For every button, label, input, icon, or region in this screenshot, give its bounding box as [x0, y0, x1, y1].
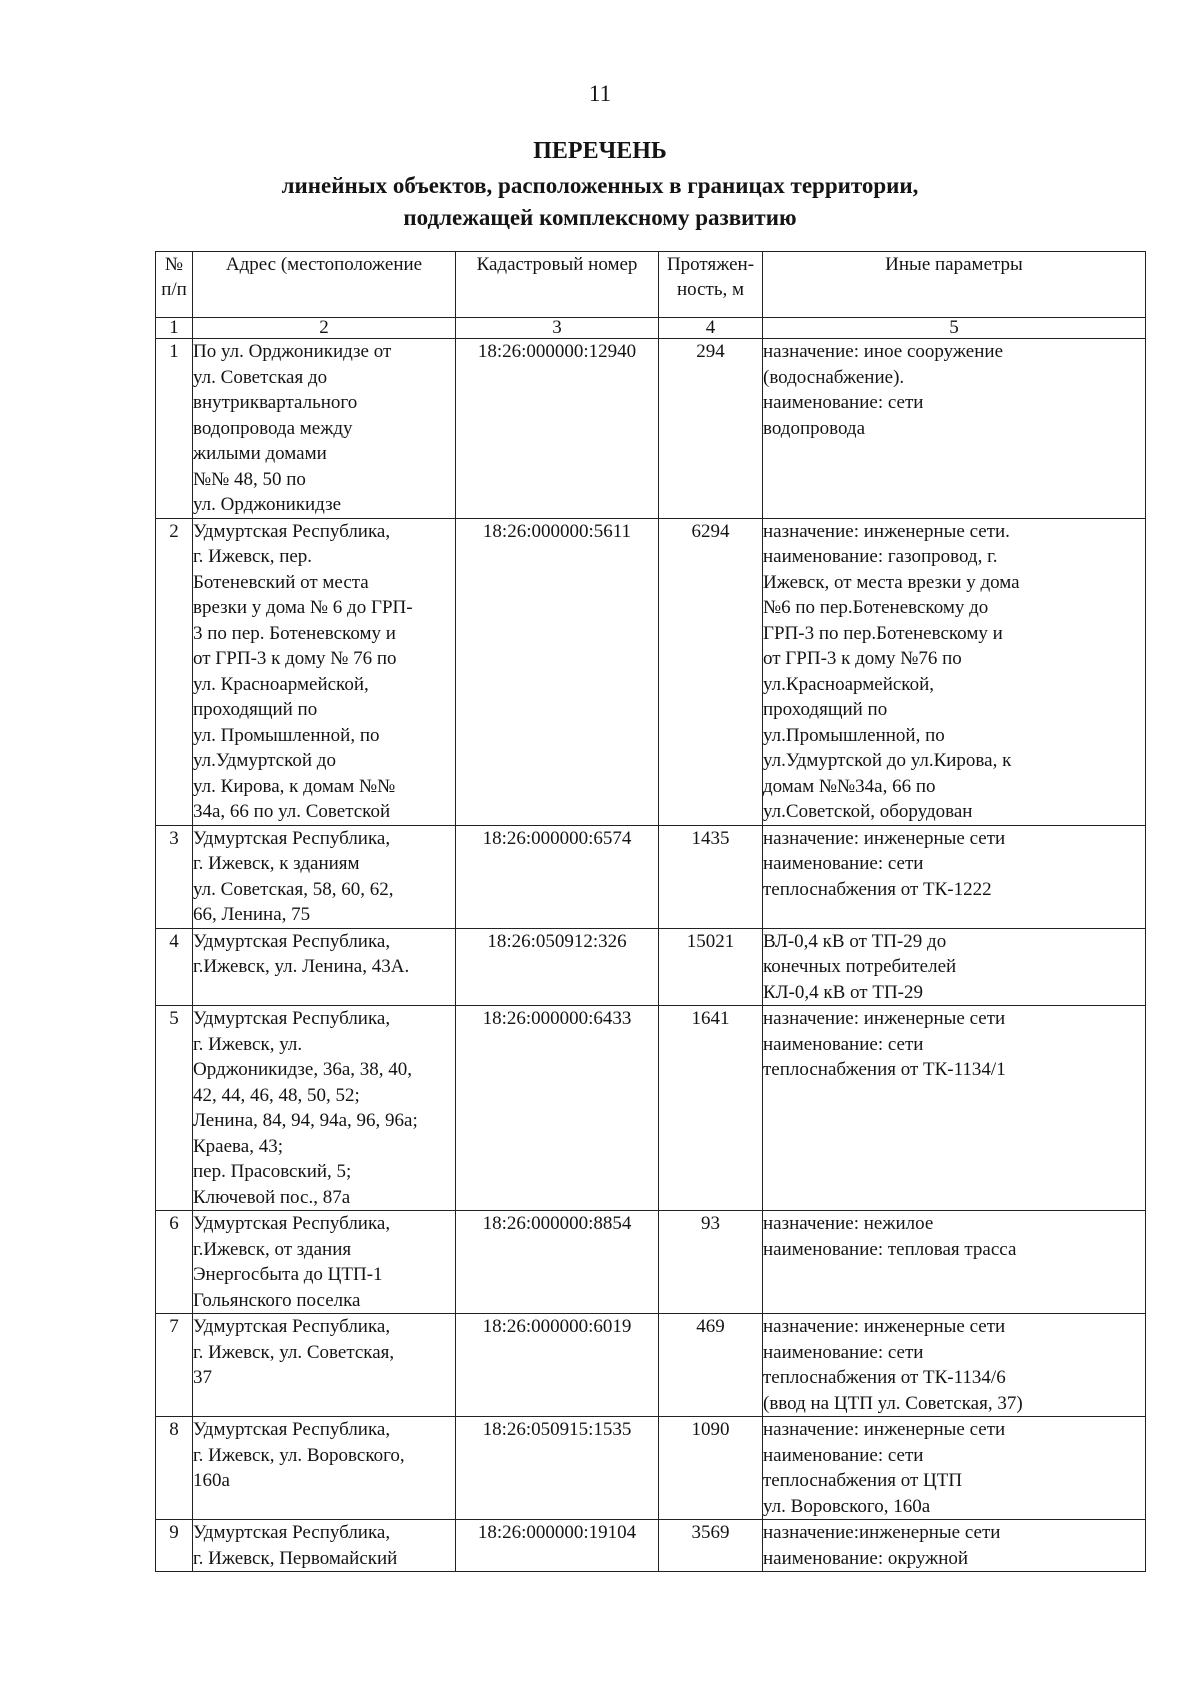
column-number: 3	[456, 318, 659, 339]
row-number: 7	[156, 1314, 193, 1417]
address-cell	[193, 1314, 456, 1417]
params-line: теплоснабжения от ТК-1134/6	[763, 1367, 1006, 1388]
params-line: наименование: окружной	[763, 1547, 969, 1569]
params-line: (водоснабжение).	[763, 366, 905, 388]
params-line: конечных потребителей	[763, 956, 957, 977]
page-number: 11	[588, 81, 612, 106]
params-line: домам №№34а, 66 по	[763, 775, 936, 797]
params-line: (ввод на ЦТП ул. Советская, 37)	[763, 1392, 1023, 1414]
address-cell	[193, 339, 456, 519]
row-number: 4	[156, 928, 193, 1006]
address-line: Удмуртская Республика,	[193, 1316, 391, 1337]
length-value: 294	[659, 339, 763, 519]
address-line: г. Ижевск, к зданиям	[193, 853, 360, 874]
subtitle-line: подлежащей комплексному развитию	[403, 205, 797, 230]
address-line: Ботеневский от места	[193, 571, 369, 593]
params-line: назначение: инженерные сети	[763, 1419, 1006, 1440]
row-number: 1	[156, 339, 193, 519]
address-line: ул. Орджоникидзе	[193, 494, 342, 515]
address-line: Энергосбыта до ЦТП-1	[193, 1264, 383, 1285]
table-row	[156, 339, 1146, 519]
params-line: наименование: сети	[763, 853, 924, 874]
params-line: Ижевск, от места врезки у дома	[763, 571, 1020, 593]
address-line: проходящий по	[193, 699, 318, 720]
row-number: 9	[156, 1520, 193, 1572]
address-line: г. Ижевск, ул. Воровского,	[193, 1444, 405, 1466]
params-line: КЛ-0,4 кВ от ТП-29	[763, 981, 923, 1003]
cadastral-number: 18:26:000000:6574	[456, 825, 659, 928]
params-cell	[763, 928, 1146, 1006]
params-line: водопровода	[763, 417, 866, 439]
address-line: 160а	[193, 1470, 230, 1491]
params-line: ул. Воровского, 160а	[763, 1495, 931, 1517]
header-num: № п/п	[156, 252, 193, 318]
address-cell	[193, 1006, 456, 1211]
length-value: 15021	[659, 928, 763, 1006]
table-row	[156, 1314, 1146, 1417]
address-line: внутриквартального	[193, 392, 358, 413]
document-title: ПЕРЕЧЕНЬ	[533, 138, 667, 164]
params-line: наименование: сети	[763, 392, 924, 413]
table-row	[156, 1211, 1146, 1314]
params-line: теплоснабжения от ТК-1134/1	[763, 1059, 1006, 1080]
column-number: 2	[193, 318, 456, 339]
address-cell	[193, 518, 456, 825]
column-number: 4	[659, 318, 763, 339]
address-line: Удмуртская Республика,	[193, 827, 391, 849]
params-line: ул.Удмуртской до ул.Кирова, к	[763, 750, 1012, 771]
address-line: ул. Советская, 58, 60, 62,	[193, 878, 394, 900]
address-cell	[193, 1520, 456, 1572]
address-line: ул. Промышленной, по	[193, 724, 380, 746]
address-line: Гольянского поселка	[193, 1289, 361, 1311]
length-value: 93	[659, 1211, 763, 1314]
row-number: 5	[156, 1006, 193, 1211]
length-value: 1090	[659, 1417, 763, 1520]
length-value: 6294	[659, 518, 763, 825]
objects-table	[155, 251, 1146, 1572]
cadastral-number: 18:26:000000:6019	[456, 1314, 659, 1417]
address-line: пер. Прасовский, 5;	[193, 1161, 352, 1182]
params-line: наименование: сети	[763, 1033, 924, 1055]
header-cadastral: Кадастровый номер	[456, 252, 659, 318]
address-line: №№ 48, 50 по	[193, 468, 306, 490]
params-line: №6 по пер.Ботеневскому до	[763, 597, 989, 618]
address-line: 34а, 66 по ул. Советской	[193, 801, 391, 822]
params-line: проходящий по	[763, 699, 888, 720]
cadastral-number: 18:26:000000:19104	[456, 1520, 659, 1572]
document-subtitle	[0, 170, 1200, 234]
params-line: наименование: сети	[763, 1444, 924, 1466]
params-line: назначение: инженерные сети	[763, 827, 1006, 849]
cadastral-number: 18:26:050912:326	[456, 928, 659, 1006]
subtitle-line: линейных объектов, расположенных в границах территории,	[281, 173, 919, 198]
address-line: ул.Удмуртской до	[193, 750, 336, 771]
table-row	[156, 825, 1146, 928]
cadastral-number: 18:26:000000:12940	[456, 339, 659, 519]
address-line: Ленина, 84, 94, 94а, 96, 96а;	[193, 1110, 418, 1131]
column-number: 5	[763, 318, 1146, 339]
address-line: от ГРП-3 к дому № 76 по	[193, 648, 397, 669]
table-body	[156, 339, 1146, 1572]
row-number: 8	[156, 1417, 193, 1520]
cadastral-number: 18:26:000000:8854	[456, 1211, 659, 1314]
table-header-row	[156, 252, 1146, 318]
length-value: 3569	[659, 1520, 763, 1572]
column-number: 1	[156, 318, 193, 339]
address-line: водопровода между	[193, 417, 353, 439]
row-number: 6	[156, 1211, 193, 1314]
params-line: назначение: нежилое	[763, 1213, 934, 1234]
address-line: г. Ижевск, ул. Советская,	[193, 1341, 395, 1363]
params-line: назначение:инженерные сети	[763, 1522, 1001, 1543]
address-cell	[193, 1211, 456, 1314]
address-line: Удмуртская Республика,	[193, 930, 391, 952]
params-line: теплоснабжения от ЦТП	[763, 1470, 963, 1491]
params-cell	[763, 339, 1146, 519]
params-line: назначение: иное сооружение	[763, 341, 1003, 362]
params-cell	[763, 1314, 1146, 1417]
params-cell	[763, 1520, 1146, 1572]
address-line: ул. Советская до	[193, 366, 328, 388]
address-line: Удмуртская Республика,	[193, 1008, 391, 1029]
header-address: Адрес (местоположение	[193, 252, 456, 318]
address-line: г.Ижевск, от здания	[193, 1238, 352, 1260]
address-line: Удмуртская Республика,	[193, 1522, 391, 1543]
address-line: По ул. Орджоникидзе от	[193, 341, 392, 362]
address-line: 37	[193, 1367, 212, 1388]
address-line: Удмуртская Республика,	[193, 1419, 391, 1440]
params-line: ул.Советской, оборудован	[763, 801, 973, 822]
cadastral-number: 18:26:050915:1535	[456, 1417, 659, 1520]
params-line: наименование: сети	[763, 1341, 924, 1363]
address-cell	[193, 825, 456, 928]
length-value: 1435	[659, 825, 763, 928]
params-line: ВЛ-0,4 кВ от ТП-29 до	[763, 930, 947, 952]
address-line: ул. Кирова, к домам №№	[193, 775, 396, 797]
length-value: 1641	[659, 1006, 763, 1211]
address-cell	[193, 928, 456, 1006]
address-line: Орджоникидзе, 36а, 38, 40,	[193, 1059, 413, 1080]
address-line: г.Ижевск, ул. Ленина, 43А.	[193, 956, 410, 977]
address-cell	[193, 1417, 456, 1520]
address-line: г. Ижевск, пер.	[193, 546, 313, 567]
column-number-row	[156, 318, 1146, 339]
address-line: Удмуртская Республика,	[193, 1213, 391, 1234]
params-cell	[763, 1417, 1146, 1520]
header-length: Протяжен-ность, м	[659, 252, 763, 318]
row-number: 2	[156, 518, 193, 825]
address-line: г. Ижевск, ул.	[193, 1033, 303, 1055]
address-line: Ключевой пос., 87а	[193, 1186, 351, 1208]
params-cell	[763, 825, 1146, 928]
address-line: Краева, 43;	[193, 1135, 283, 1157]
header-params: Иные параметры	[763, 252, 1146, 318]
params-line: назначение: инженерные сети	[763, 1008, 1006, 1029]
params-line: наименование: газопровод, г.	[763, 546, 998, 567]
params-cell	[763, 1006, 1146, 1211]
table-row	[156, 1006, 1146, 1211]
address-line: жилыми домами	[193, 443, 327, 464]
address-line: Удмуртская Республика,	[193, 520, 391, 542]
params-line: от ГРП-3 к дому №76 по	[763, 648, 962, 669]
row-number: 3	[156, 825, 193, 928]
address-line: г. Ижевск, Первомайский	[193, 1547, 398, 1569]
address-line: ул. Красноармейской,	[193, 673, 369, 695]
params-cell	[763, 1211, 1146, 1314]
params-line: назначение: инженерные сети	[763, 1316, 1006, 1337]
params-line: ГРП-3 по пер.Ботеневскому и	[763, 622, 1003, 644]
table-row	[156, 1520, 1146, 1572]
params-line: назначение: инженерные сети.	[763, 520, 1010, 542]
table-row	[156, 518, 1146, 825]
address-line: 3 по пер. Ботеневскому и	[193, 622, 396, 644]
address-line: врезки у дома № 6 до ГРП-	[193, 597, 413, 618]
address-line: 42, 44, 46, 48, 50, 52;	[193, 1084, 360, 1106]
address-line: 66, Ленина, 75	[193, 904, 311, 925]
params-cell	[763, 518, 1146, 825]
cadastral-number: 18:26:000000:5611	[456, 518, 659, 825]
params-line: наименование: тепловая трасса	[763, 1238, 1017, 1260]
table-row	[156, 1417, 1146, 1520]
table-row	[156, 928, 1146, 1006]
length-value: 469	[659, 1314, 763, 1417]
params-line: теплоснабжения от ТК-1222	[763, 878, 992, 900]
cadastral-number: 18:26:000000:6433	[456, 1006, 659, 1211]
params-line: ул.Промышленной, по	[763, 724, 945, 746]
params-line: ул.Красноармейской,	[763, 673, 934, 695]
